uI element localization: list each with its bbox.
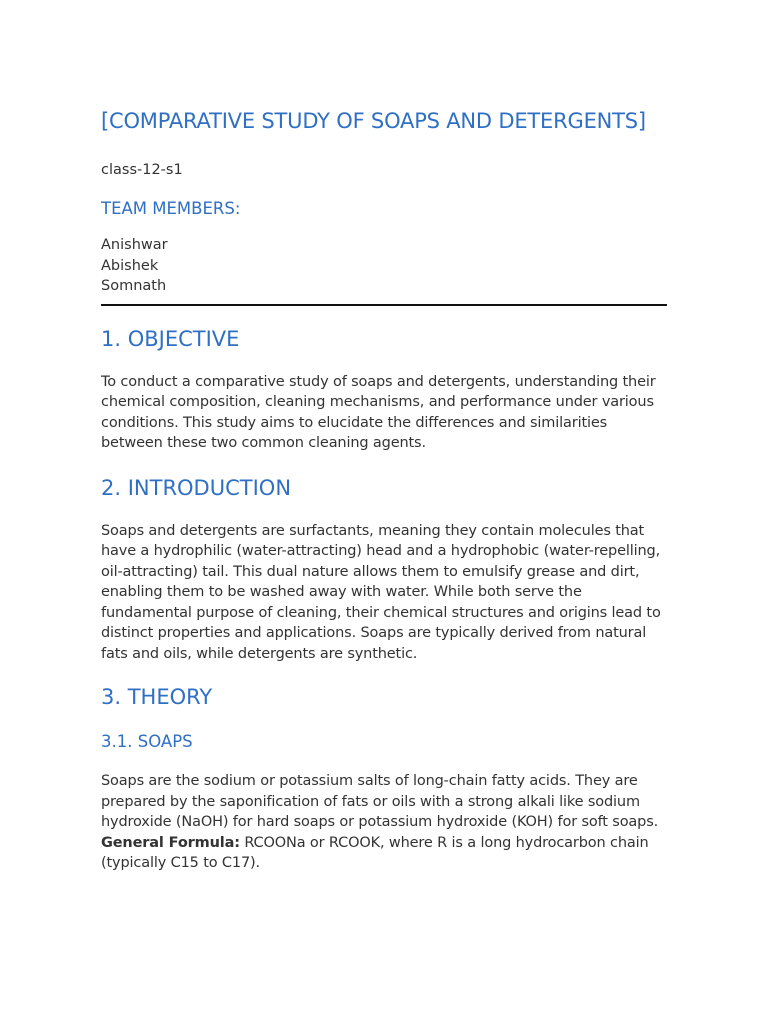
document-title: [COMPARATIVE STUDY OF SOAPS AND DETERGENTS] [101, 109, 646, 133]
theory-heading: 3. THEORY [101, 685, 213, 709]
soaps-subheading: 3.1. SOAPS [101, 732, 193, 751]
introduction-paragraph: Soaps and detergents are surfactants, meaning they contain molecules that have a hydrophilic (water-attracting) head and a hydrophobic (water-repelling, oil-attracting) tail. This dual nature allows them to emulsify grease and dirt, enabling them to be washed away with water. While both serve the fundamental purpose of cleaning, their chemical structures and origins lead to distinct properties and applications. Soaps are typically derived from natural fats and oils, while detergents are synthetic. [101, 522, 661, 662]
class-label: class-12-s1 [101, 162, 183, 178]
document-page [101, 106, 667, 874]
introduction-heading: 2. INTRODUCTION [101, 475, 292, 500]
objective-paragraph: To conduct a comparative study of soaps and detergents, understanding their chemical composition, cleaning mechanisms, and performance under various conditions. This study aims to elucidate the differences and similarities between these two common cleaning agents. [101, 373, 656, 451]
team-member: Anishwar [101, 237, 168, 253]
team-member: Somnath [101, 278, 167, 294]
team-members-heading: TEAM MEMBERS: [101, 199, 241, 218]
team-member: Abishek [101, 257, 159, 274]
objective-heading: 1. OBJECTIVE [101, 326, 240, 351]
general-formula-label: General Formula: [101, 834, 240, 851]
soaps-paragraph: Soaps are the sodium or potassium salts of long-chain fatty acids. They are prepared by the saponification of fats or oils with a strong alkali like sodium hydroxide (NaOH) for hard soaps or potassium hydroxide (KOH) for soft soaps. [101, 773, 659, 830]
horizontal-divider [101, 304, 667, 306]
general-formula-text: RCOONa or RCOOK, where R is a long hydrocarbon chain (typically C15 to C17). [101, 834, 649, 871]
team-members-list [101, 235, 667, 297]
general-formula-paragraph [101, 833, 667, 874]
